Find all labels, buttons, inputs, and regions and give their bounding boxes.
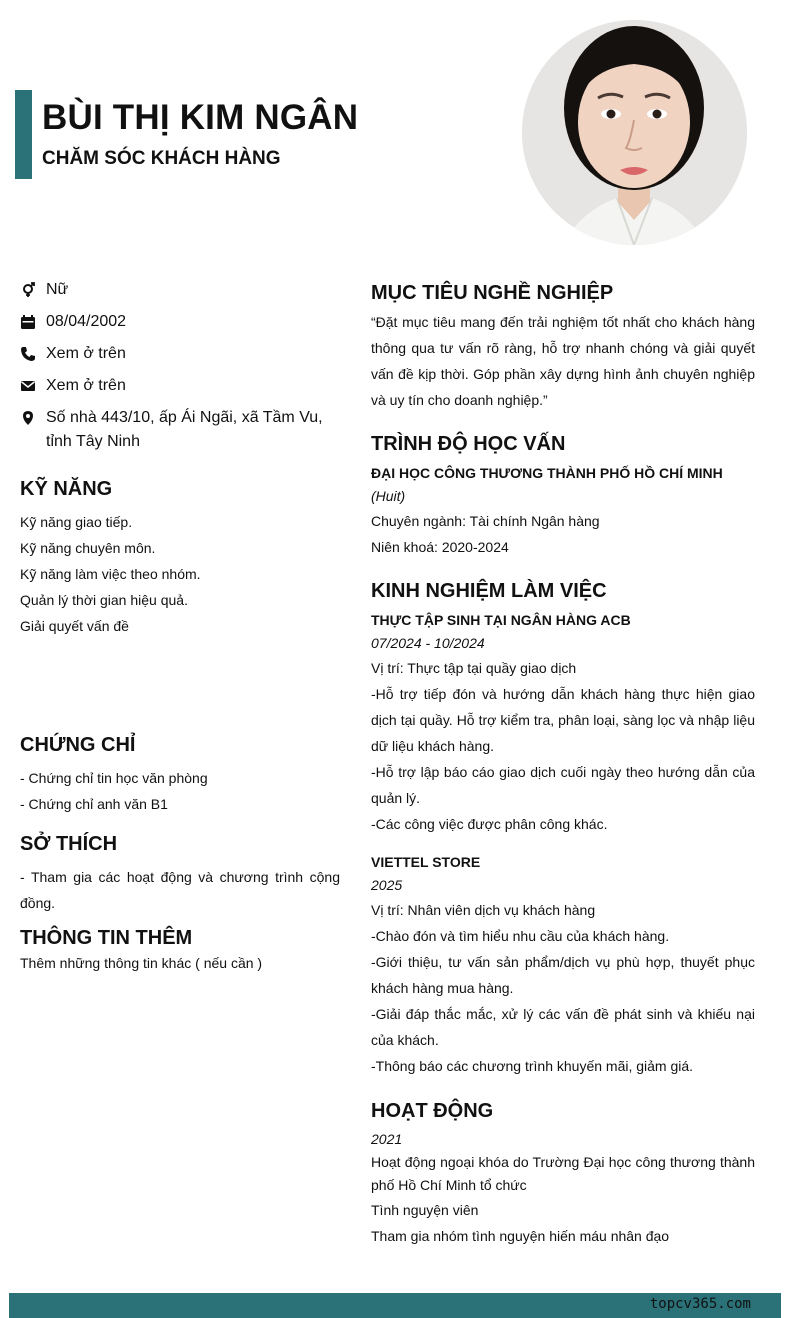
job-org: THỰC TẬP SINH TẠI NGÂN HÀNG ACB bbox=[371, 612, 631, 628]
skill-item: Kỹ năng làm việc theo nhóm. bbox=[20, 566, 201, 582]
school-abbr: (Huit) bbox=[371, 488, 406, 504]
extra-info-section bbox=[20, 927, 340, 974]
job-line: -Hỗ trợ lập báo cáo giao dịch cuối ngày theo hướng dẫn của quản lý. bbox=[371, 764, 755, 806]
candidate-role: CHĂM SÓC KHÁCH HÀNG bbox=[42, 148, 281, 169]
job-org: VIETTEL STORE bbox=[371, 854, 481, 870]
avatar bbox=[522, 20, 747, 245]
certificates-section bbox=[20, 734, 340, 817]
extra-info-text: Thêm những thông tin khác ( nếu cần ) bbox=[20, 955, 263, 971]
phone-icon bbox=[20, 346, 36, 362]
skill-item: Kỹ năng chuyên môn. bbox=[20, 540, 156, 556]
objective-section bbox=[371, 282, 755, 413]
activity-role: Tình nguyện viên bbox=[371, 1202, 479, 1218]
contact-dob bbox=[20, 310, 340, 334]
job-line: Vị trí: Nhân viên dịch vụ khách hàng bbox=[371, 902, 596, 918]
hobbies-text: - Tham gia các hoạt động và chương trình cộng đồng. bbox=[20, 869, 340, 911]
email-icon bbox=[20, 378, 36, 394]
contact-email bbox=[20, 374, 340, 398]
education-heading: TRÌNH ĐỘ HỌC VẤN bbox=[371, 433, 566, 455]
contact-phone bbox=[20, 342, 340, 366]
activities-heading: HOẠT ĐỘNG bbox=[371, 1100, 494, 1122]
certificate-item: - Chứng chỉ anh văn B1 bbox=[20, 796, 168, 812]
experience-heading: KINH NGHIỆM LÀM VIỆC bbox=[371, 580, 607, 602]
location-pin-icon bbox=[20, 410, 36, 426]
job-entry bbox=[371, 609, 755, 837]
job-line: -Các công việc được phân công khác. bbox=[371, 816, 608, 832]
job-line: -Giới thiệu, tư vấn sản phẩm/dịch vụ phù hợp, thuyết phục khách hàng mua hàng. bbox=[371, 954, 755, 996]
job-line: -Giải đáp thắc mắc, xử lý các vấn đề phát sinh và khiếu nại của khách. bbox=[371, 1006, 755, 1048]
contact-info bbox=[20, 278, 340, 462]
skills-section bbox=[20, 478, 340, 639]
job-line: -Hỗ trợ tiếp đón và hướng dẫn khách hàng thực hiện giao dịch tại quầy. Hỗ trợ kiểm tra, phân loại, sàng lọc và nhập liệu dữ liệu khách hàng. bbox=[371, 686, 755, 754]
education-years: Niên khoá: 2020-2024 bbox=[371, 539, 509, 555]
gender-text: Nữ bbox=[46, 281, 69, 298]
contact-address bbox=[20, 406, 340, 454]
skill-item: Quản lý thời gian hiệu quả. bbox=[20, 592, 188, 608]
education-section bbox=[371, 433, 755, 560]
certificates-heading: CHỨNG CHỈ bbox=[20, 734, 136, 756]
gender-icon bbox=[20, 282, 36, 298]
school-name: ĐẠI HỌC CÔNG THƯƠNG THÀNH PHỐ HỒ CHÍ MINH bbox=[371, 465, 723, 481]
contact-gender bbox=[20, 278, 340, 302]
objective-heading: MỤC TIÊU NGHỀ NGHIỆP bbox=[371, 282, 614, 304]
job-entry bbox=[371, 851, 755, 1079]
candidate-name: BÙI THỊ KIM NGÂN bbox=[42, 98, 359, 137]
footer-bar bbox=[9, 1293, 781, 1318]
activity-description: Hoạt động ngoại khóa do Trường Đại học công thương thành phố Hồ Chí Minh tổ chức bbox=[371, 1154, 755, 1193]
activities-section bbox=[371, 1100, 755, 1249]
hobbies-section bbox=[20, 833, 340, 916]
objective-text: “Đặt mục tiêu mang đến trải nghiệm tốt nhất cho khách hàng thông qua tư vấn rõ ràng, hỗ trợ nhanh chóng và giải quyết vấn đề kịp thời. Góp phần xây dựng hình ảnh chuyên nghiệp và uy tín cho doanh nghiệp.” bbox=[371, 314, 755, 408]
activity-period: 2021 bbox=[371, 1131, 403, 1147]
education-major: Chuyên ngành: Tài chính Ngân hàng bbox=[371, 513, 600, 529]
experience-section bbox=[371, 580, 755, 1079]
footer-site: topcv365.com bbox=[649, 1296, 751, 1312]
dob-text: 08/04/2002 bbox=[46, 313, 127, 330]
extra-info-heading: THÔNG TIN THÊM bbox=[20, 927, 193, 949]
activity-detail: Tham gia nhóm tình nguyện hiến máu nhân đạo bbox=[371, 1228, 670, 1244]
calendar-icon bbox=[20, 314, 36, 330]
certificate-item: - Chứng chỉ tin học văn phòng bbox=[20, 770, 208, 786]
job-line: -Chào đón và tìm hiểu nhu cầu của khách hàng. bbox=[371, 928, 670, 944]
phone-text: Xem ở trên bbox=[46, 345, 126, 362]
skills-heading: KỸ NĂNG bbox=[20, 478, 113, 500]
hobbies-heading: SỞ THÍCH bbox=[20, 833, 118, 855]
job-period: 2025 bbox=[371, 877, 403, 893]
job-line: Vị trí: Thực tập tại quầy giao dịch bbox=[371, 660, 577, 676]
job-line: -Thông báo các chương trình khuyến mãi, giảm giá. bbox=[371, 1058, 694, 1074]
name-accent-bar bbox=[15, 90, 32, 179]
job-period: 07/2024 - 10/2024 bbox=[371, 635, 485, 651]
skill-item: Giải quyết vấn đề bbox=[20, 618, 129, 634]
address-text: Số nhà 443/10, ấp Ái Ngãi, xã Tầm Vu, tỉnh Tây Ninh bbox=[46, 409, 323, 450]
skill-item: Kỹ năng giao tiếp. bbox=[20, 514, 133, 530]
email-text: Xem ở trên bbox=[46, 377, 126, 394]
